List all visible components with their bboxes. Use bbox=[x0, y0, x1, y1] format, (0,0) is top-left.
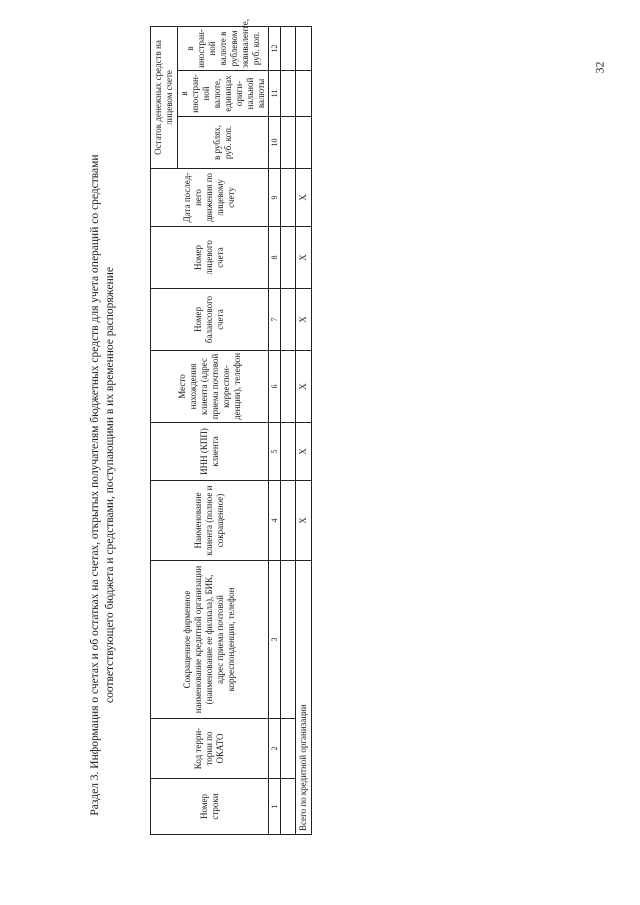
table-cell bbox=[281, 719, 296, 779]
data-row bbox=[281, 26, 296, 834]
header-balance-account: Номер балансового счета bbox=[151, 289, 269, 351]
column-number: 12 bbox=[269, 26, 281, 70]
column-number: 10 bbox=[269, 117, 281, 169]
accounts-table bbox=[150, 19, 312, 835]
header-row-1 bbox=[151, 26, 178, 834]
header-last-movement-date: Дата послед-него движения по лицевому счету bbox=[151, 169, 269, 227]
header-client-address: Место нахождения клиента (адрес приема почтовой корреспон-денции), телефон bbox=[151, 351, 269, 423]
table-cell bbox=[281, 481, 296, 561]
total-cell: X bbox=[296, 227, 312, 289]
section-title: Раздел 3. Информация о счетах и об остатках на счетах, открытых получателям бюджетных средств для учета операций со средствами соответствующего бюджета и средствами, поступающими в их временное распоряжение bbox=[89, 154, 116, 816]
header-personal-account: Номер лицевого счета bbox=[151, 227, 269, 289]
header-client-name: Наименование клиента (полное и сокращенное) bbox=[151, 481, 269, 561]
page-number: 32 bbox=[592, 61, 607, 74]
column-number: 11 bbox=[269, 71, 281, 117]
total-cell: X bbox=[296, 169, 312, 227]
column-number: 9 bbox=[269, 169, 281, 227]
column-number: 5 bbox=[269, 423, 281, 481]
total-cell: X bbox=[296, 481, 312, 561]
table-cell bbox=[281, 71, 296, 117]
table-cell bbox=[281, 289, 296, 351]
column-number: 3 bbox=[269, 561, 281, 719]
column-numbers-row bbox=[269, 26, 281, 834]
total-cell bbox=[296, 71, 312, 117]
header-balance-rub: в рублях, руб. коп. bbox=[178, 117, 269, 169]
header-balance-foreign: в иностран-ной валюте, единицах ориги-нальной валюты bbox=[178, 71, 269, 117]
total-cell bbox=[296, 26, 312, 70]
total-row bbox=[296, 26, 312, 834]
header-balance-group: Остаток денежных средств на лицевом счете bbox=[151, 26, 178, 168]
total-cell bbox=[296, 117, 312, 169]
column-number: 7 bbox=[269, 289, 281, 351]
column-number: 8 bbox=[269, 227, 281, 289]
column-number: 6 bbox=[269, 351, 281, 423]
table-cell bbox=[281, 227, 296, 289]
header-row-number: Номер строки bbox=[151, 779, 269, 835]
table-cell bbox=[281, 423, 296, 481]
table-cell bbox=[281, 26, 296, 70]
table-cell bbox=[281, 561, 296, 719]
total-cell: X bbox=[296, 351, 312, 423]
header-okato-code: Код терри-тории по ОКАТО bbox=[151, 719, 269, 779]
total-cell: X bbox=[296, 423, 312, 481]
column-number: 1 bbox=[269, 779, 281, 835]
table-cell bbox=[281, 351, 296, 423]
total-label: Всего по кредитной организации bbox=[296, 561, 312, 835]
column-number: 4 bbox=[269, 481, 281, 561]
header-inn-kpp: ИНН (КПП) клиента bbox=[151, 423, 269, 481]
header-bank-name: Сокращенное фирменное наименование кредитной организации (наименование ее филиала), БИК, адрес приема почтовой корреспонденции, телефон bbox=[151, 561, 269, 719]
header-balance-rub-equivalent: в иностран-ной валюте в рублевом эквиваленте, руб. коп. bbox=[178, 26, 269, 70]
table-cell bbox=[281, 779, 296, 835]
table-cell bbox=[281, 169, 296, 227]
table-cell bbox=[281, 117, 296, 169]
total-cell: X bbox=[296, 289, 312, 351]
column-number: 2 bbox=[269, 719, 281, 779]
